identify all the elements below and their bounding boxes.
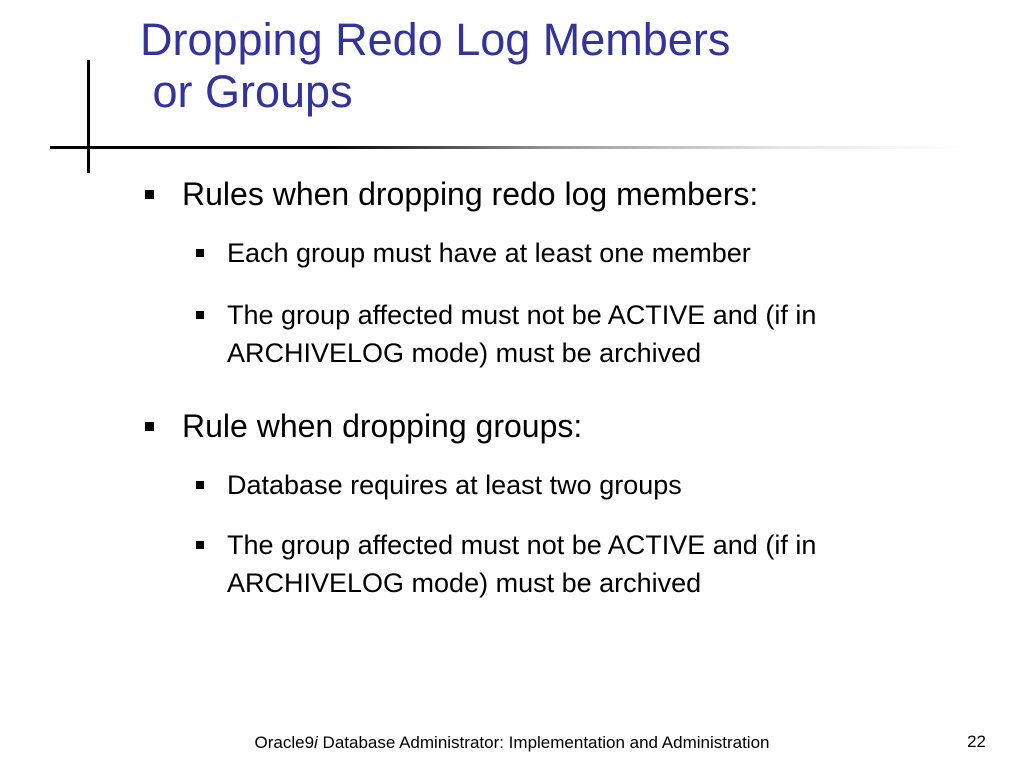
bullet-item-level-2 [227,466,995,504]
square-bullet-icon [196,481,204,489]
bullet-item-level-2 [227,234,995,272]
square-bullet-icon [145,190,154,199]
slide-title-line-1: Dropping Redo Log Members [140,14,731,65]
bullet-text: Database requires at least two groups [227,470,682,500]
bullet-text: Each group must have at least one member [227,238,751,268]
bullet-text: Rule when dropping groups: [182,408,583,444]
bullet-item-level-1 [145,172,995,216]
square-bullet-icon [196,311,204,319]
square-bullet-icon [145,422,154,431]
footer-italic-i: i [314,733,318,752]
bullet-item-level-1 [145,404,995,448]
page-number: 22 [967,732,986,751]
slide-title [140,14,730,118]
decorative-horizontal-rule [50,146,970,149]
decorative-vertical-rule [87,60,90,173]
footer-suffix: Database Administrator: Implementation and Administration [317,733,770,752]
slide-title-line-2: or Groups [140,66,353,117]
footer-prefix: Oracle9 [254,733,315,752]
bullet-text: The group affected must not be ACTIVE and (if in ARCHIVELOG mode) must be archived [227,530,817,598]
slide-footer [0,733,1024,753]
bullet-item-level-2 [227,526,995,602]
bullet-item-level-2 [227,296,995,372]
slide-body [145,172,995,602]
square-bullet-icon [196,541,204,549]
square-bullet-icon [196,249,204,257]
bullet-text: The group affected must not be ACTIVE and (if in ARCHIVELOG mode) must be archived [227,300,817,368]
bullet-text: Rules when dropping redo log members: [182,176,759,212]
